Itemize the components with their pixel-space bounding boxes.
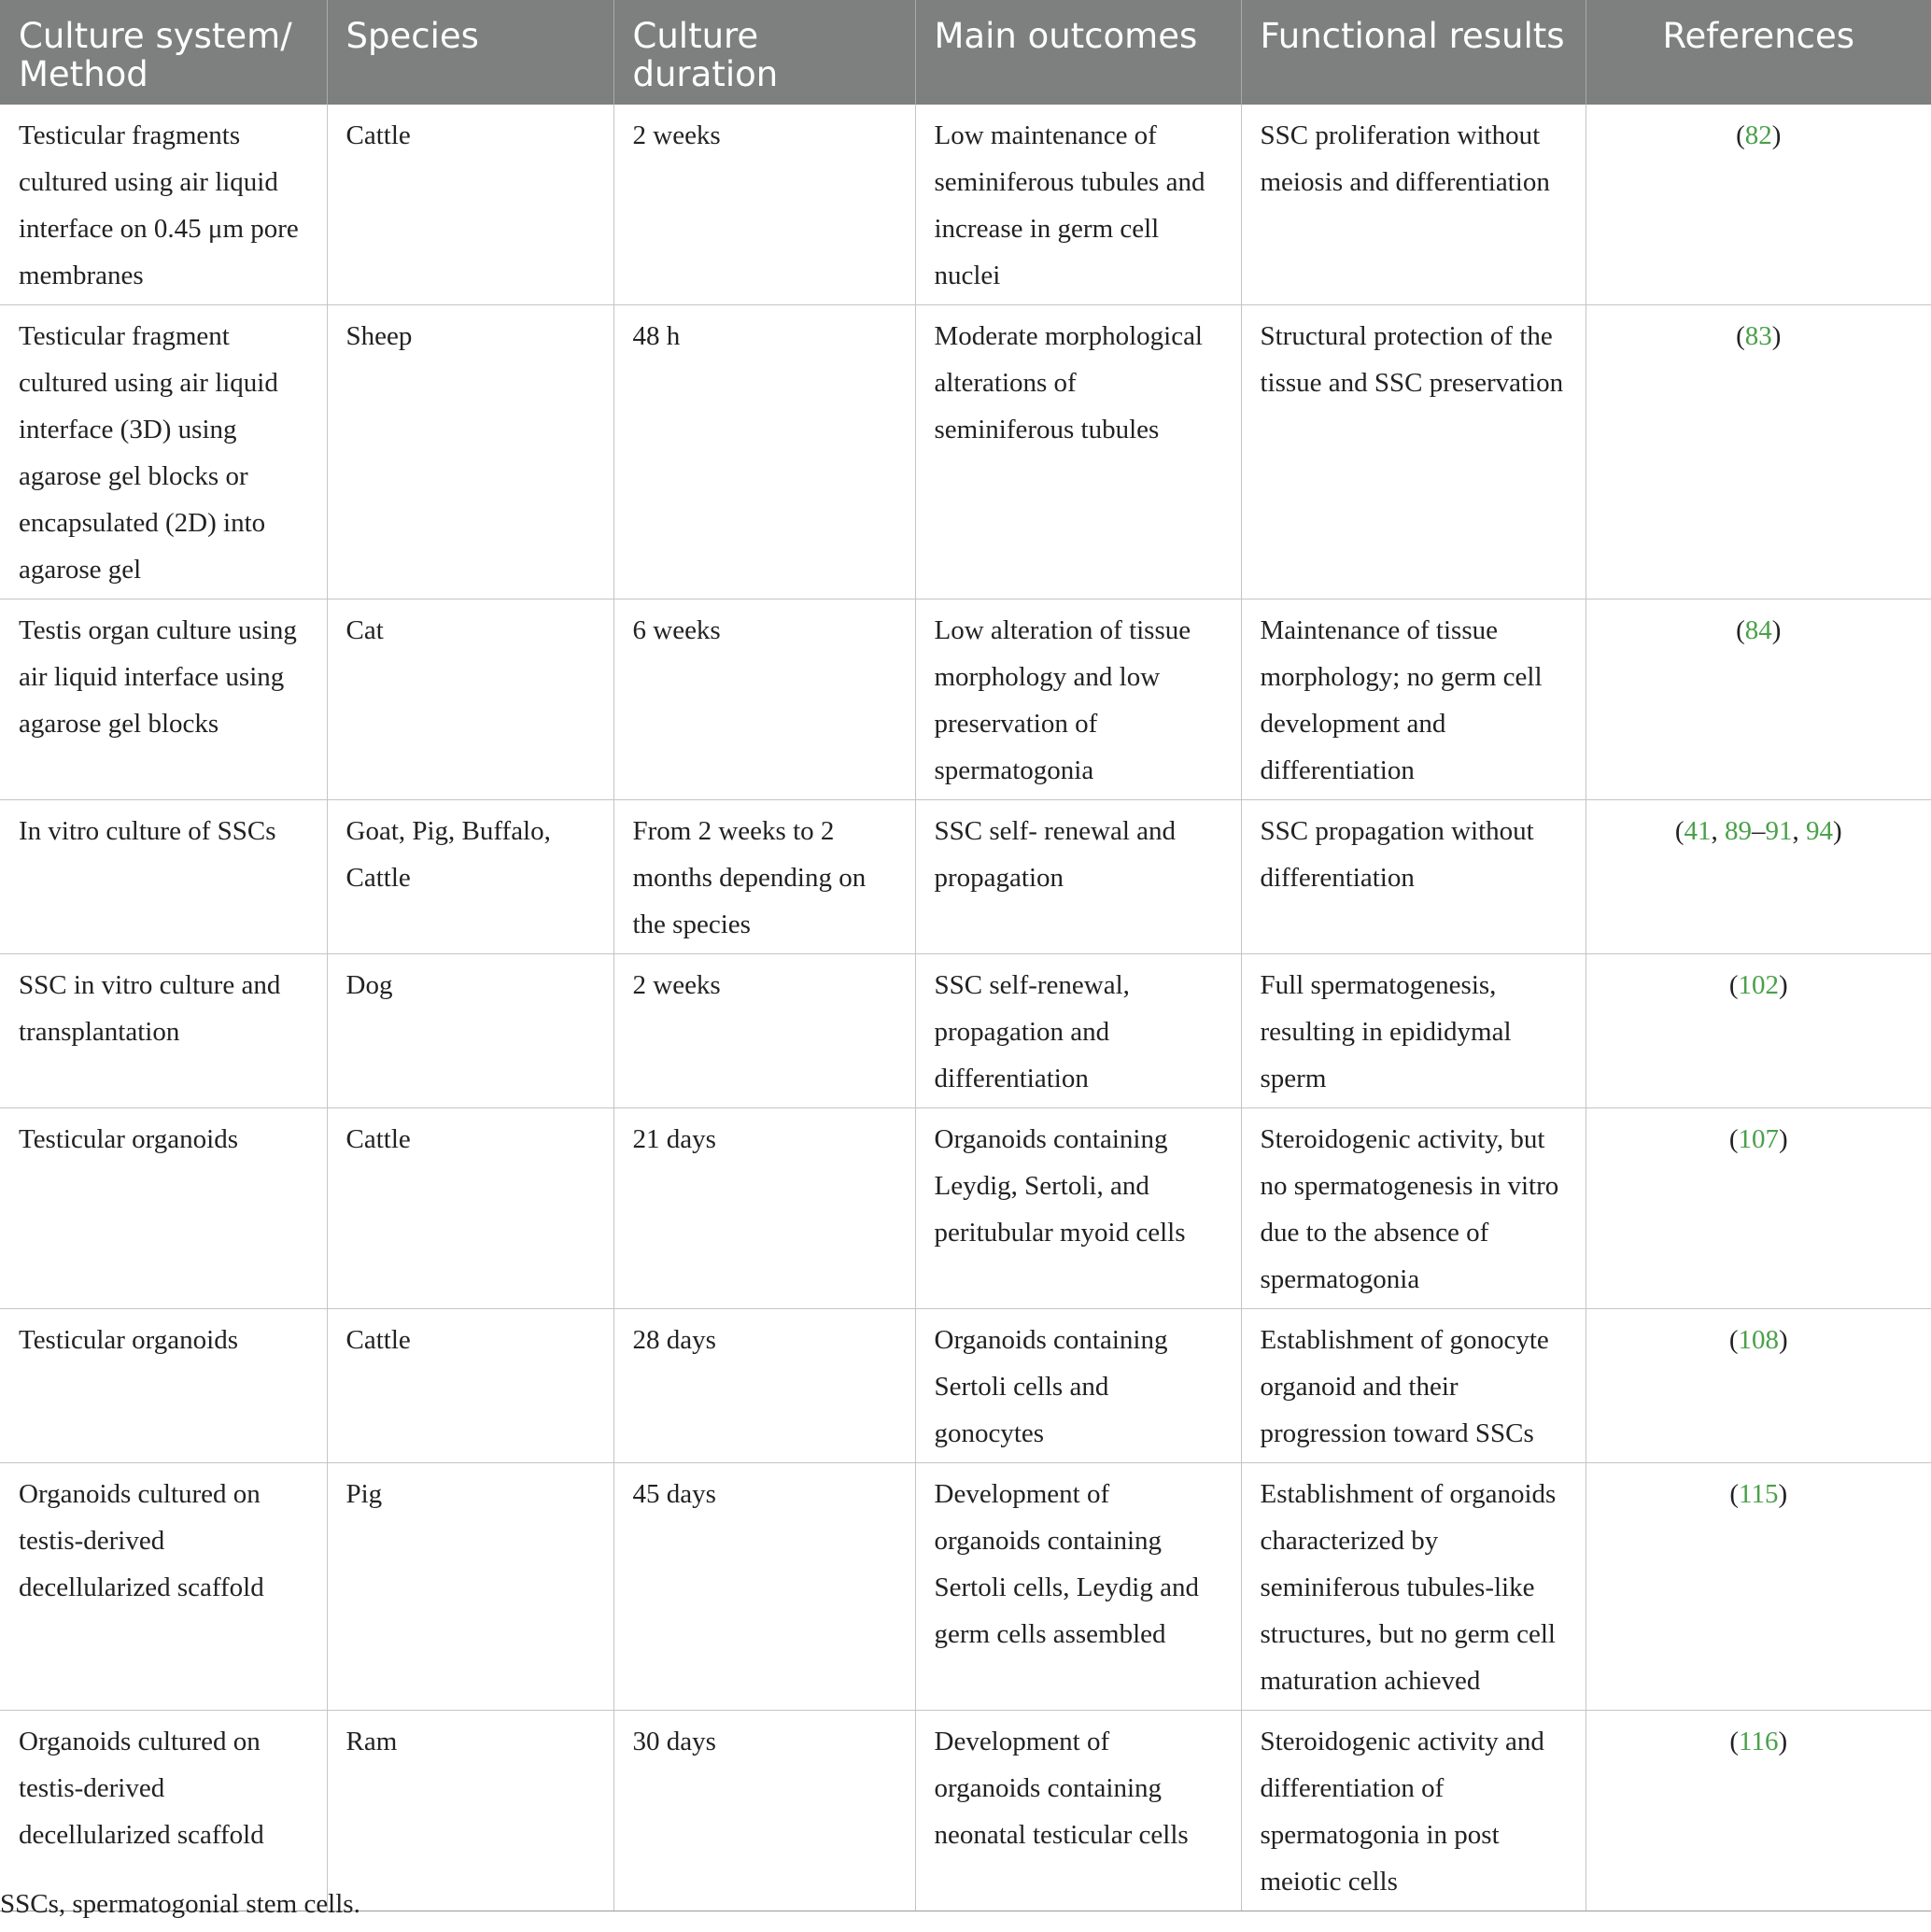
- cell-results: Structural protection of the tissue and SSC preservation: [1241, 305, 1586, 599]
- cell-method: Organoids cultured on testis-derived decellularized scaffold: [0, 1711, 327, 1911]
- cell-references: [1586, 1711, 1931, 1911]
- cell-duration: 48 h: [613, 305, 915, 599]
- cell-duration: 45 days: [613, 1463, 915, 1711]
- cell-references: [1586, 800, 1931, 954]
- cell-references: [1586, 1463, 1931, 1711]
- reference-punctuation: (: [1728, 1124, 1739, 1154]
- cell-outcomes: Development of organoids containing neonatal testicular cells: [915, 1711, 1241, 1911]
- reference-link[interactable]: 115: [1739, 1479, 1779, 1509]
- cell-results: Maintenance of tissue morphology; no germ cell development and differentiation: [1241, 599, 1586, 800]
- table-row: [0, 105, 1931, 305]
- reference-punctuation: ): [1779, 970, 1788, 1000]
- cell-method: Testicular fragment cultured using air liquid interface (3D) using agarose gel blocks or encapsulated (2D) into agarose gel: [0, 305, 327, 599]
- table-row: [0, 1463, 1931, 1711]
- cell-outcomes: Low alteration of tissue morphology and low preservation of spermatogonia: [915, 599, 1241, 800]
- reference-punctuation: (: [1674, 816, 1684, 846]
- reference-link[interactable]: 83: [1744, 321, 1772, 351]
- cell-duration: 6 weeks: [613, 599, 915, 800]
- cell-results: SSC proliferation without meiosis and differentiation: [1241, 105, 1586, 305]
- cell-references: [1586, 105, 1931, 305]
- reference-link[interactable]: 82: [1744, 120, 1772, 150]
- cell-species: Goat, Pig, Buffalo, Cattle: [327, 800, 613, 954]
- cell-references: [1586, 954, 1931, 1108]
- cell-method: SSC in vitro culture and transplantation: [0, 954, 327, 1108]
- cell-outcomes: Organoids containing Leydig, Sertoli, and peritubular myoid cells: [915, 1108, 1241, 1309]
- reference-punctuation: ): [1833, 816, 1842, 846]
- cell-duration: 21 days: [613, 1108, 915, 1309]
- cell-references: [1586, 1108, 1931, 1309]
- cell-method: Organoids cultured on testis-derived decellularized scaffold: [0, 1463, 327, 1711]
- cell-method: Testicular fragments cultured using air liquid interface on 0.45 μm pore membranes: [0, 105, 327, 305]
- cell-duration: 2 weeks: [613, 105, 915, 305]
- reference-punctuation: ): [1771, 615, 1782, 645]
- reference-punctuation: –: [1752, 816, 1766, 846]
- header-species: Species: [327, 0, 613, 105]
- cell-species: Cat: [327, 599, 613, 800]
- reference-link[interactable]: 116: [1739, 1727, 1779, 1756]
- cell-method: Testicular organoids: [0, 1309, 327, 1463]
- cell-duration: From 2 weeks to 2 months depending on the species: [613, 800, 915, 954]
- reference-link[interactable]: 108: [1738, 1325, 1779, 1355]
- cell-method: Testicular organoids: [0, 1108, 327, 1309]
- cell-results: SSC propagation without differentiation: [1241, 800, 1586, 954]
- header-duration: Culture duration: [613, 0, 915, 105]
- reference-punctuation: ): [1778, 1479, 1788, 1509]
- cell-species: Cattle: [327, 1108, 613, 1309]
- cell-species: Dog: [327, 954, 613, 1108]
- reference-punctuation: (: [1736, 120, 1745, 150]
- cell-duration: 28 days: [613, 1309, 915, 1463]
- reference-punctuation: (: [1729, 1479, 1740, 1509]
- header-outcomes: Main outcomes: [915, 0, 1241, 105]
- cell-duration: 30 days: [613, 1711, 915, 1911]
- cell-species: Cattle: [327, 105, 613, 305]
- reference-punctuation: (: [1736, 615, 1745, 645]
- cell-outcomes: Moderate morphological alterations of seminiferous tubules: [915, 305, 1241, 599]
- cell-method: Testis organ culture using air liquid interface using agarose gel blocks: [0, 599, 327, 800]
- cell-outcomes: SSC self- renewal and propagation: [915, 800, 1241, 954]
- cell-outcomes: Low maintenance of seminiferous tubules and increase in germ cell nuclei: [915, 105, 1241, 305]
- table-row: [0, 1108, 1931, 1309]
- cell-species: Ram: [327, 1711, 613, 1911]
- reference-link[interactable]: 84: [1744, 615, 1772, 645]
- table-row: [0, 599, 1931, 800]
- reference-link[interactable]: 41: [1684, 816, 1712, 846]
- reference-punctuation: ): [1779, 1325, 1788, 1355]
- cell-results: Establishment of organoids characterized by seminiferous tubules-like structures, but no germ cell maturation achieved: [1241, 1463, 1586, 1711]
- table-header: [0, 0, 1931, 105]
- reference-link[interactable]: 94: [1806, 816, 1833, 846]
- table-row: [0, 305, 1931, 599]
- reference-punctuation: (: [1728, 1325, 1739, 1355]
- cell-references: [1586, 305, 1931, 599]
- cell-species: Cattle: [327, 1309, 613, 1463]
- cell-outcomes: Organoids containing Sertoli cells and gonocytes: [915, 1309, 1241, 1463]
- cell-results: Establishment of gonocyte organoid and their progression toward SSCs: [1241, 1309, 1586, 1463]
- reference-punctuation: (: [1729, 1727, 1740, 1756]
- reference-link[interactable]: 91: [1765, 816, 1793, 846]
- table-body: [0, 105, 1931, 1911]
- reference-punctuation: (: [1736, 321, 1745, 351]
- cell-outcomes: SSC self-renewal, propagation and differentiation: [915, 954, 1241, 1108]
- cell-results: Full spermatogenesis, resulting in epididymal sperm: [1241, 954, 1586, 1108]
- reference-punctuation: (: [1728, 970, 1739, 1000]
- cell-method: In vitro culture of SSCs: [0, 800, 327, 954]
- cell-references: [1586, 599, 1931, 800]
- cell-results: Steroidogenic activity and differentiation of spermatogonia in post meiotic cells: [1241, 1711, 1586, 1911]
- reference-punctuation: ): [1771, 120, 1782, 150]
- reference-link[interactable]: 107: [1738, 1124, 1779, 1154]
- table-row: [0, 1309, 1931, 1463]
- reference-punctuation: ): [1771, 321, 1782, 351]
- table-row: [0, 1711, 1931, 1911]
- reference-punctuation: ): [1778, 1727, 1788, 1756]
- reference-link[interactable]: 102: [1738, 970, 1779, 1000]
- table-row: [0, 800, 1931, 954]
- header-references: References: [1586, 0, 1931, 105]
- reference-punctuation: ): [1779, 1124, 1788, 1154]
- header-results: Functional results: [1241, 0, 1586, 105]
- cell-species: Pig: [327, 1463, 613, 1711]
- cell-outcomes: Development of organoids containing Sertoli cells, Leydig and germ cells assembled: [915, 1463, 1241, 1711]
- header-method: Culture system/ Method: [0, 0, 327, 105]
- table-footnote: SSCs, spermatogonial stem cells.: [0, 1889, 360, 1919]
- table-row: [0, 954, 1931, 1108]
- header-row: [0, 0, 1931, 105]
- reference-punctuation: ,: [1711, 816, 1725, 846]
- cell-references: [1586, 1309, 1931, 1463]
- reference-punctuation: ,: [1792, 816, 1806, 846]
- cell-species: Sheep: [327, 305, 613, 599]
- cell-results: Steroidogenic activity, but no spermatogenesis in vitro due to the absence of spermatogonia: [1241, 1108, 1586, 1309]
- cell-duration: 2 weeks: [613, 954, 915, 1108]
- reference-link[interactable]: 89: [1725, 816, 1752, 846]
